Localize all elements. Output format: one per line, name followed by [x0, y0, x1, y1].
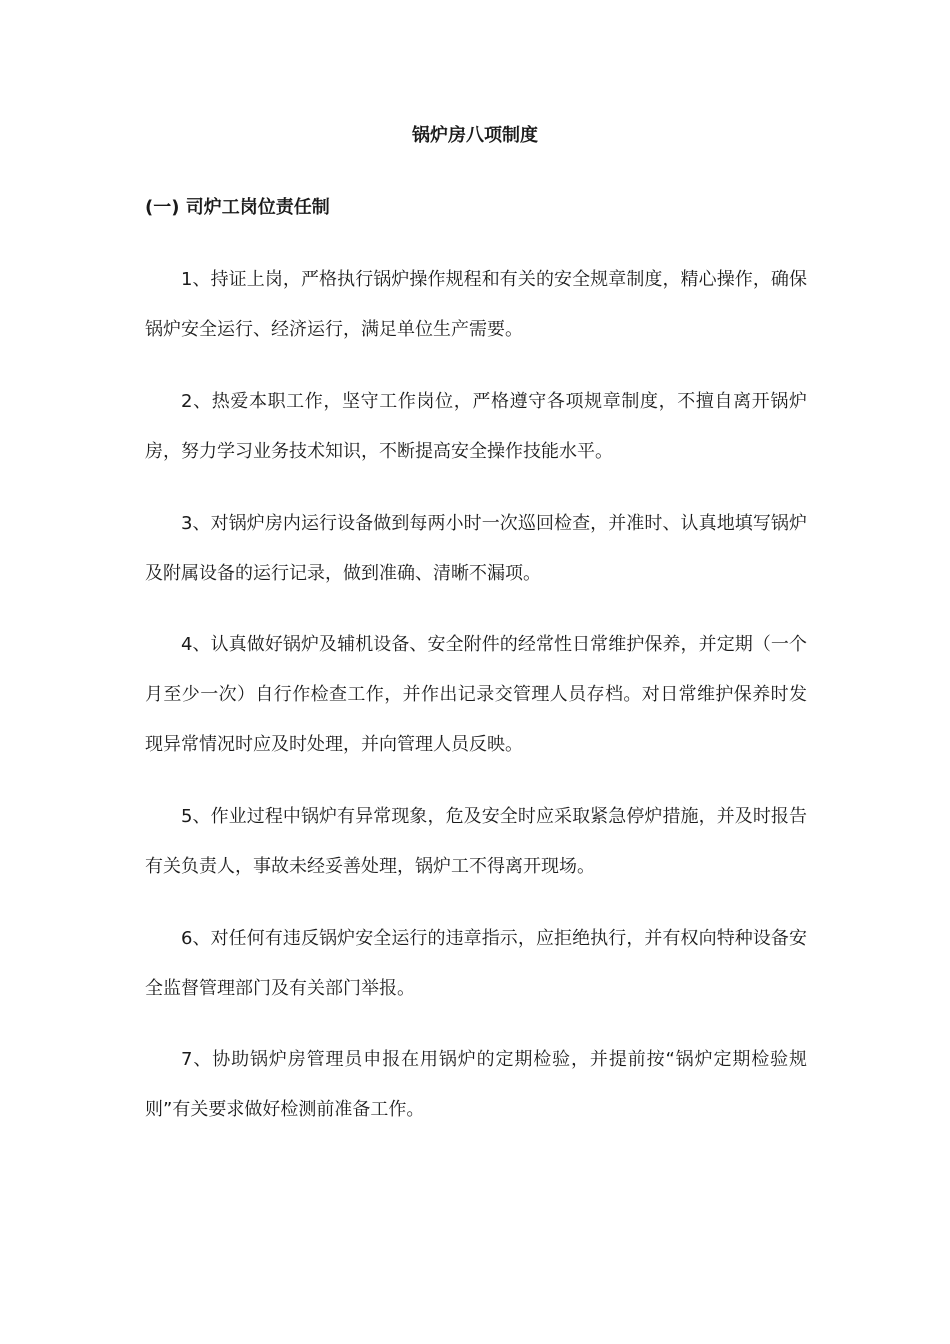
paragraph-4: 4、认真做好锅炉及辅机设备、安全附件的经常性日常维护保养，并定期（一个月至少一次）自行作检查工作，并作出记录交管理人员存档。对日常维护保养时发现异常情况时应及时处理，并向管理人员反映。 — [145, 634, 807, 755]
paragraph-5: 5、作业过程中锅炉有异常现象，危及安全时应采取紧急停炉措施，并及时报告有关负责人，事故未经妥善处理，锅炉工不得离开现场。 — [145, 806, 807, 877]
document-title: 锅炉房八项制度 — [412, 125, 538, 146]
paragraph-6: 6、对任何有违反锅炉安全运行的违章指示，应拒绝执行，并有权向特种设备安全监督管理部门及有关部门举报。 — [145, 928, 807, 999]
paragraph-1: 1、持证上岗，严格执行锅炉操作规程和有关的安全规章制度，精心操作，确保锅炉安全运行、经济运行，满足单位生产需要。 — [145, 269, 807, 340]
section-heading: (一) 司炉工岗位责任制 — [145, 197, 330, 218]
paragraph-7: 7、协助锅炉房管理员申报在用锅炉的定期检验，并提前按“锅炉定期检验规则”有关要求做好检测前准备工作。 — [145, 1049, 807, 1120]
paragraph-2: 2、热爱本职工作，坚守工作岗位，严格遵守各项规章制度，不擅自离开锅炉房，努力学习业务技术知识，不断提高安全操作技能水平。 — [145, 391, 807, 462]
paragraph-3: 3、对锅炉房内运行设备做到每两小时一次巡回检查，并准时、认真地填写锅炉及附属设备的运行记录，做到准确、清晰不漏项。 — [145, 513, 807, 584]
